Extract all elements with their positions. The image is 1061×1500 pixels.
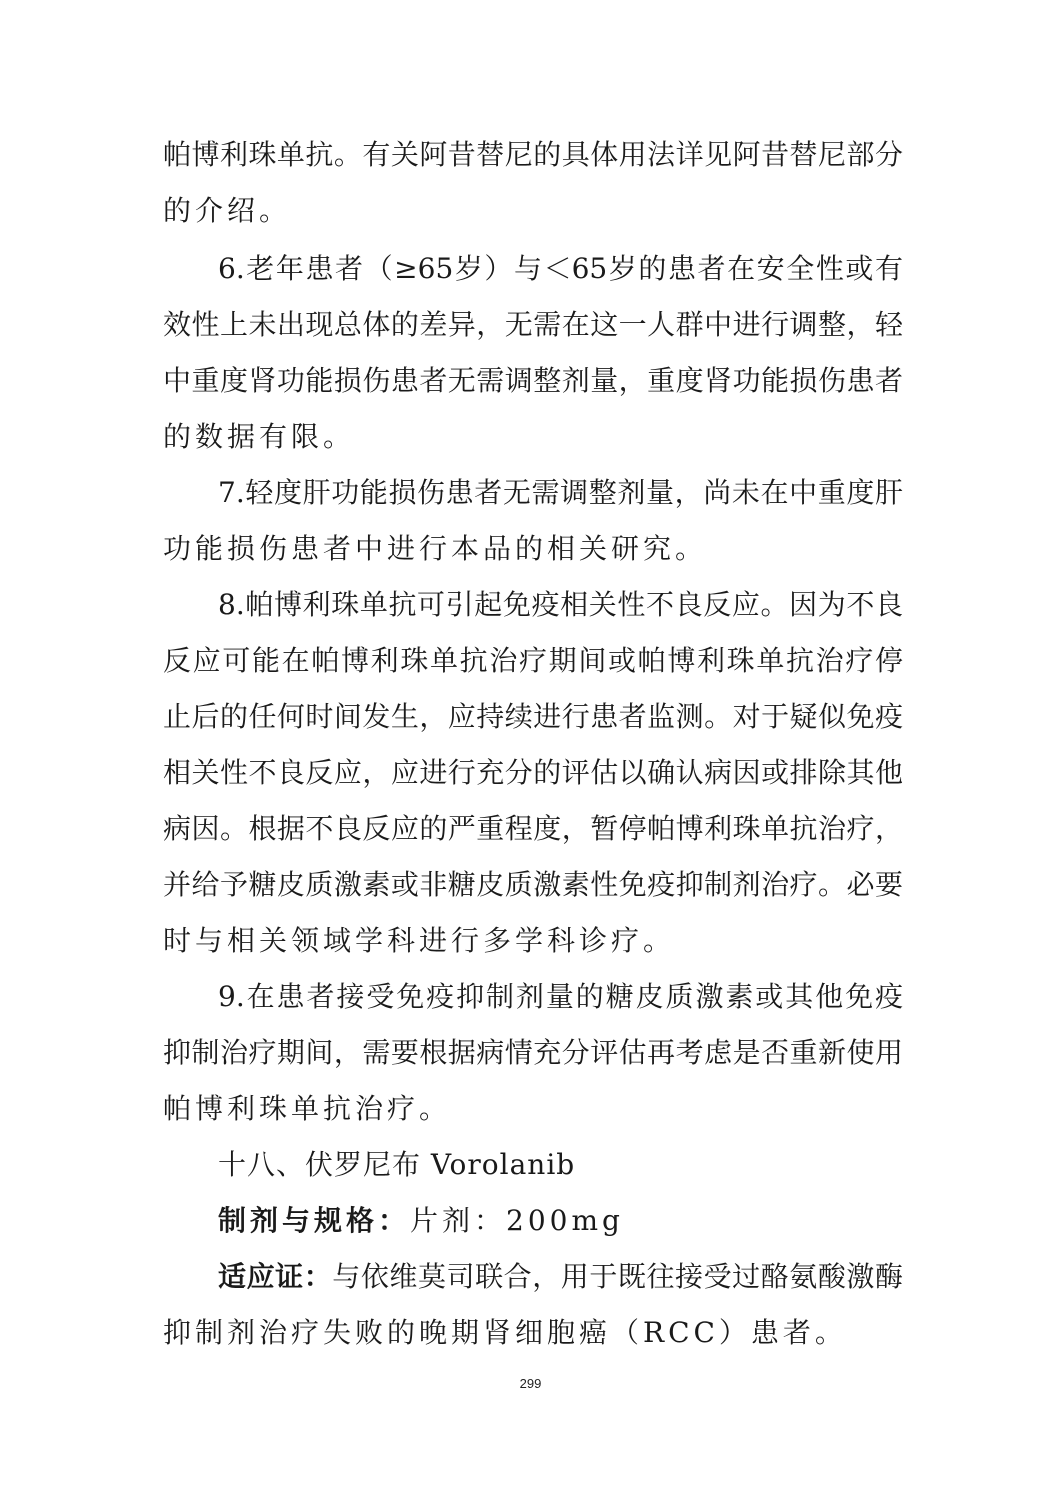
body-text-line: 病因。根据不良反应的严重程度，暂停帕博利珠单抗治疗， (163, 812, 903, 845)
body-text-line: 相关性不良反应，应进行充分的评估以确认病因或排除其他 (163, 756, 903, 789)
body-text-line: 的介绍。 (163, 194, 292, 227)
formulation-value: 片剂：200mg (410, 1204, 624, 1237)
formulation-line (218, 1201, 903, 1241)
numbered-item-6: 6.老年患者（≥65岁）与＜65岁的患者在安全性或有 (218, 252, 903, 285)
body-text-line: 的数据有限。 (163, 420, 356, 453)
section-heading: 十八、伏罗尼布 Vorolanib (218, 1148, 576, 1181)
body-text-line: 止后的任何时间发生，应持续进行患者监测。对于疑似免疫 (163, 700, 903, 733)
body-text-line: 反应可能在帕博利珠单抗治疗期间或帕博利珠单抗治疗停 (163, 644, 903, 677)
body-text-line: 中重度肾功能损伤患者无需调整剂量，重度肾功能损伤患者 (163, 364, 903, 397)
body-text-line: 帕博利珠单抗治疗。 (163, 1092, 452, 1125)
body-text-line: 抑制治疗期间，需要根据病情充分评估再考虑是否重新使用 (163, 1036, 903, 1069)
body-text-line: 抑制剂治疗失败的晚期肾细胞癌（RCC）患者。 (163, 1316, 847, 1349)
body-text-line: 并给予糖皮质激素或非糖皮质激素性免疫抑制剂治疗。必要 (163, 868, 903, 901)
body-text-line: 效性上未出现总体的差异，无需在这一人群中进行调整，轻 (163, 308, 903, 341)
numbered-item-8: 8.帕博利珠单抗可引起免疫相关性不良反应。因为不良 (218, 588, 903, 621)
page-number: 299 (519, 1376, 542, 1391)
body-text-line: 时与相关领域学科进行多学科诊疗。 (163, 924, 676, 957)
indication-value: 与依维莫司联合，用于既往接受过酪氨酸激酶 (332, 1260, 903, 1293)
numbered-item-9: 9.在患者接受免疫抑制剂量的糖皮质激素或其他免疫 (218, 980, 903, 1013)
numbered-item-7: 7.轻度肝功能损伤患者无需调整剂量，尚未在中重度肝 (218, 476, 903, 509)
body-text-line: 帕博利珠单抗。有关阿昔替尼的具体用法详见阿昔替尼部分 (163, 138, 903, 171)
formulation-label: 制剂与规格： (218, 1204, 411, 1237)
indication-line (218, 1257, 903, 1297)
body-text-line: 功能损伤患者中进行本品的相关研究。 (163, 532, 708, 565)
indication-label: 适应证： (218, 1260, 333, 1293)
